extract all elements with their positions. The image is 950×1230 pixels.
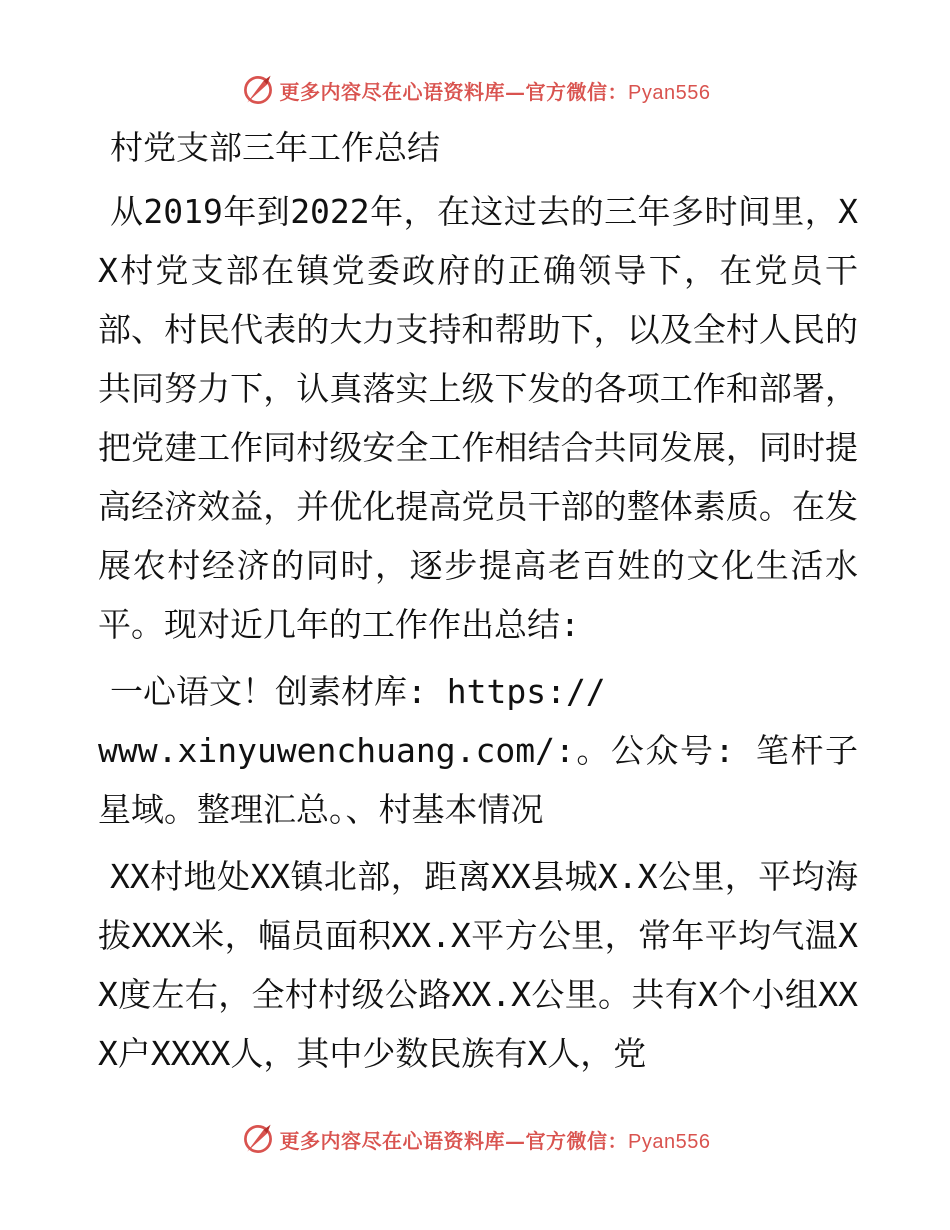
wechat-id: Pyan556 bbox=[628, 81, 711, 104]
quill-circle-logo-icon bbox=[240, 1121, 276, 1157]
watermark-text: 更多内容尽在心语资料库—官方微信：Pyan556 bbox=[279, 1128, 711, 1153]
document-title: 村党支部三年工作总结 bbox=[110, 128, 440, 167]
wechat-id: Pyan556 bbox=[628, 1130, 711, 1153]
footer-watermark-banner bbox=[0, 1119, 950, 1159]
quill-circle-logo-icon bbox=[240, 72, 276, 108]
paragraph-source-line-1: 一心语文！创素材库: https:// bbox=[110, 672, 606, 711]
watermark-text: 更多内容尽在心语资料库—官方微信：Pyan556 bbox=[279, 79, 711, 104]
paragraph-village-info: XX村地处XX镇北部，距离XX县城X.X公里，平均海拔XXX米，幅员面积XX.X平方公里，常年平均气温XX度左右，全村村级公路XX.X公里。共有X个小组XXX户XXXX人，其中少数民族有X人，党 bbox=[98, 857, 858, 1073]
header-watermark-banner bbox=[0, 70, 950, 110]
paragraph-source-line-2: www.xinyuwenchuang.com/:。公众号: 笔杆子星域。整理汇总。、村基本情况 bbox=[98, 731, 858, 829]
document-body bbox=[98, 122, 858, 1091]
paragraph-intro: 从2019年到2022年，在这过去的三年多时间里，XX村党支部在镇党委政府的正确领导下，在党员干部、村民代表的大力支持和帮助下，以及全村人民的共同努力下，认真落实上级下发的各项工作和部署，把党建工作同村级安全工作相结合共同发展，同时提高经济效益，并优化提高党员干部的整体素质。在发展农村经济的同时，逐步提高老百姓的文化生活水平。现对近几年的工作作出总结: bbox=[98, 192, 858, 644]
